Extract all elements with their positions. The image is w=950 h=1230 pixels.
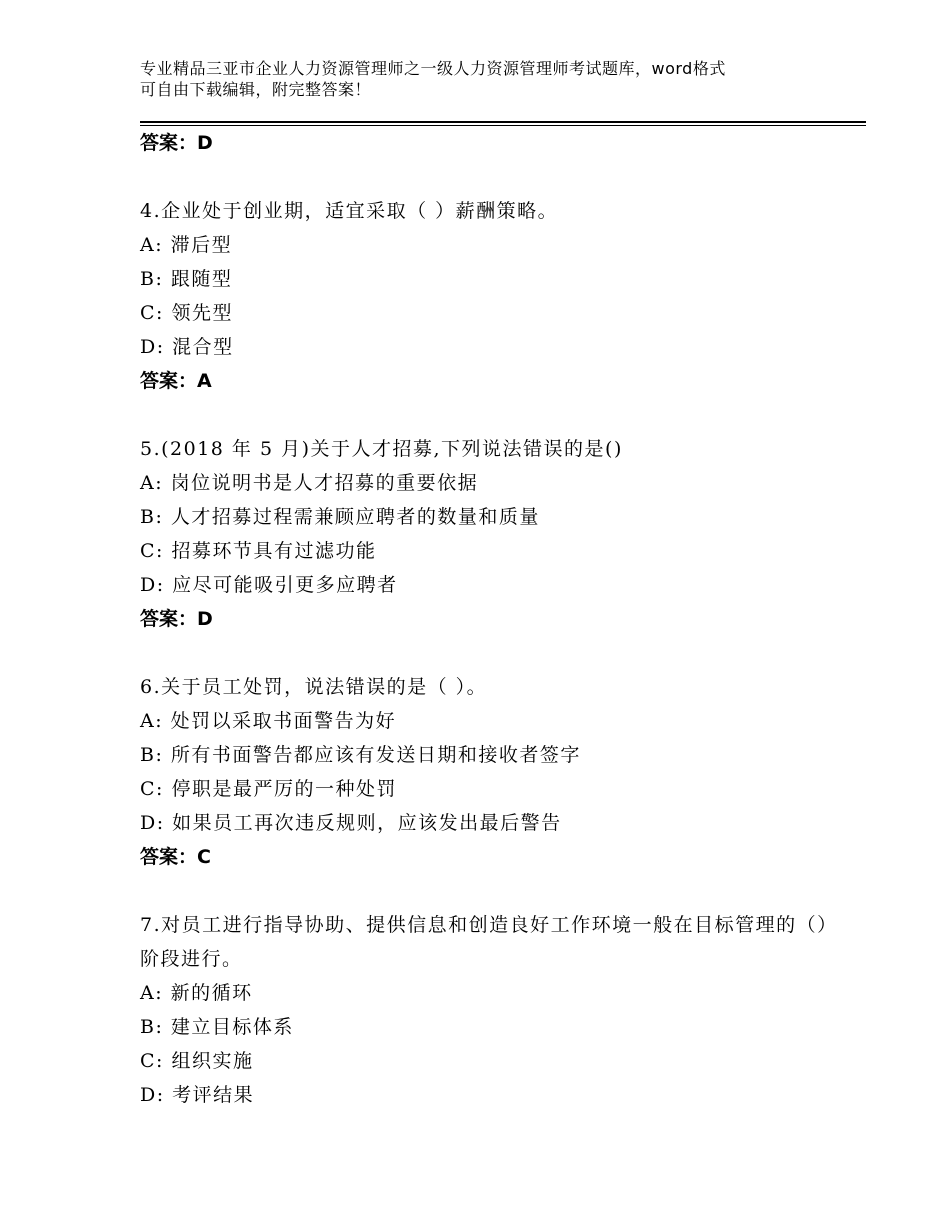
- spacer: [140, 874, 840, 908]
- answer-line: 答案：C: [140, 846, 211, 868]
- option-a: A: 滞后型: [140, 234, 233, 256]
- option-a: A: 处罚以采取书面警告为好: [140, 710, 397, 732]
- header-rule-thick: [140, 121, 866, 123]
- header-line-1: 专业精品三亚市企业人力资源管理师之一级人力资源管理师考试题库，word格式: [140, 59, 726, 78]
- question-list: [140, 126, 840, 1112]
- option-c: C: 领先型: [140, 302, 233, 324]
- question-block: [140, 432, 840, 636]
- option-d: D: 混合型: [140, 336, 234, 358]
- option-a: A: 新的循环: [140, 982, 253, 1004]
- spacer: [140, 636, 840, 670]
- option-c: C: 组织实施: [140, 1050, 254, 1072]
- option-b: B: 所有书面警告都应该有发送日期和接收者签字: [140, 744, 581, 766]
- option-b: B: 跟随型: [140, 268, 233, 290]
- question-block: [140, 908, 840, 1112]
- question-text: 7.对员工进行指导协助、提供信息和创造良好工作环境一般在目标管理的（）阶段进行。: [140, 914, 838, 970]
- spacer: [140, 398, 840, 432]
- document-header: [140, 58, 840, 100]
- question-block: [140, 194, 840, 398]
- option-c: C: 招募环节具有过滤功能: [140, 540, 377, 562]
- answer-line: 答案：D: [140, 608, 213, 630]
- option-c: C: 停职是最严厉的一种处罚: [140, 778, 397, 800]
- option-d: D: 如果员工再次违反规则，应该发出最后警告: [140, 812, 562, 834]
- option-b: B: 建立目标体系: [140, 1016, 294, 1038]
- header-line-2: 可自由下载编辑，附完整答案！: [140, 80, 372, 99]
- answer-line: 答案：A: [140, 370, 212, 392]
- answer-line: 答案：D: [140, 132, 213, 154]
- spacer: [140, 160, 840, 194]
- question-text: 4.企业处于创业期，适宜采取（ ）薪酬策略。: [140, 200, 559, 222]
- question-text: 5.(2018 年 5 月)关于人才招募,下列说法错误的是(): [140, 438, 623, 460]
- option-d: D: 考评结果: [140, 1084, 255, 1106]
- option-b: B: 人才招募过程需兼顾应聘者的数量和质量: [140, 506, 540, 528]
- option-d: D: 应尽可能吸引更多应聘者: [140, 574, 398, 596]
- option-a: A: 岗位说明书是人才招募的重要依据: [140, 472, 479, 494]
- question-block: [140, 670, 840, 874]
- question-text: 6.关于员工处罚，说法错误的是（ ）。: [140, 676, 488, 698]
